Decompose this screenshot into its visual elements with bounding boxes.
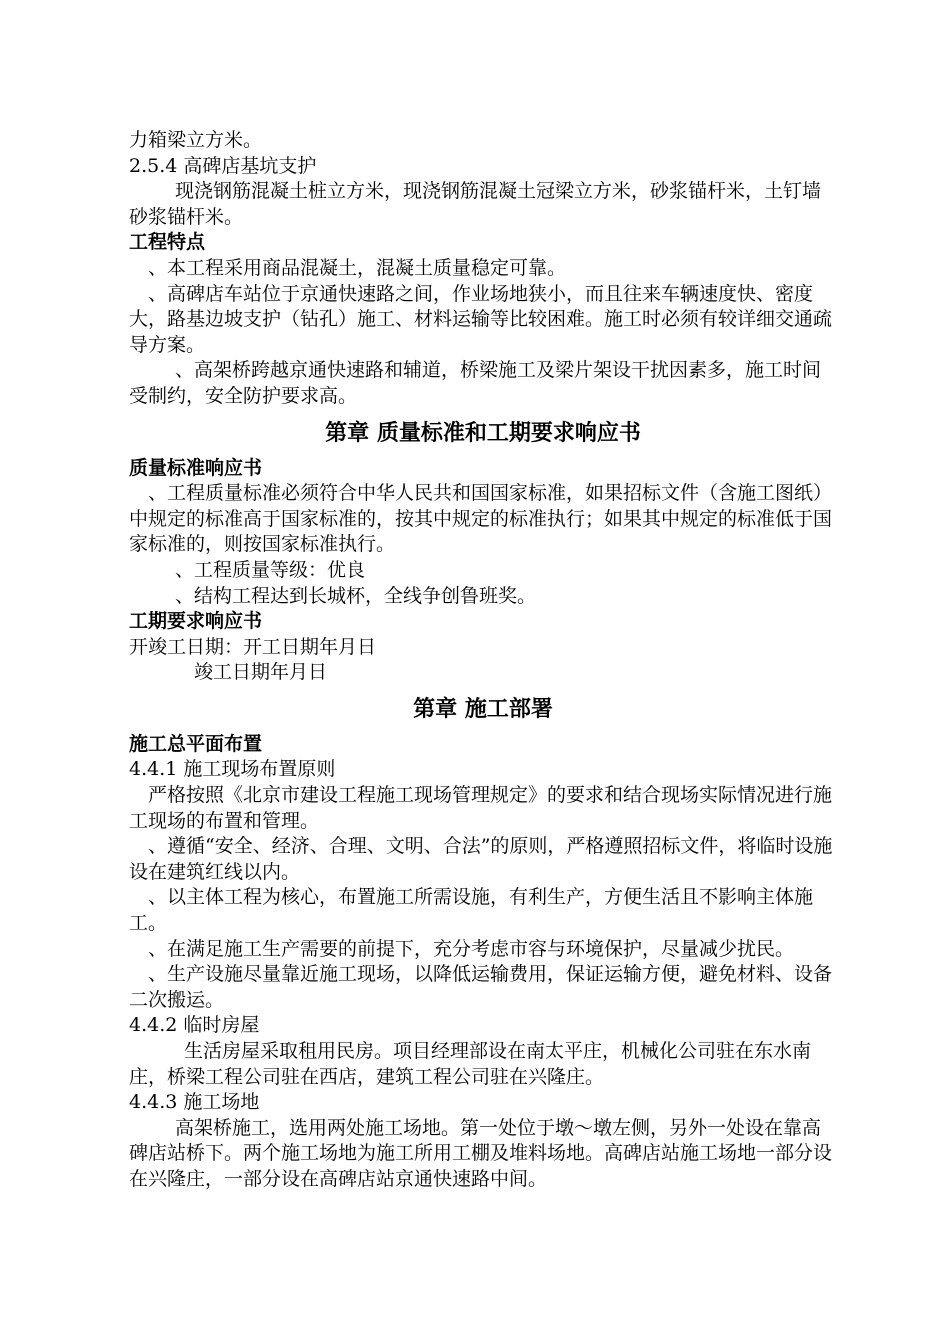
schedule-start-date: 开竣工日期：开工日期年月日 bbox=[129, 635, 377, 658]
document-page bbox=[129, 128, 837, 1193]
construction-site-paragraph: 高架桥施工，选用两处施工场地。第一处位于墩～墩左侧，另外一处设在靠高碑店站桥下。两个施工场地为施工所用工棚及堆料场地。高碑店站施工场地一部分设在兴隆庄，一部分设在高碑店站京通快速路中间。 bbox=[129, 1116, 833, 1190]
chapter-title-deployment: 第章 施工部署 bbox=[413, 696, 553, 722]
layout-principle-intro: 严格按照《北京市建设工程施工现场管理规定》的要求和结合现场实际情况进行施工现场的布置和管理。 bbox=[129, 784, 833, 832]
quality-item-2: 、工程质量等级：优良 bbox=[175, 558, 366, 581]
subsection-title-4-4-3: 4.4.3 施工场地 bbox=[129, 1091, 260, 1114]
section-heading-site-layout: 施工总平面布置 bbox=[129, 732, 263, 755]
layout-principle-2: 、以主体工程为核心，布置施工所需设施，有利生产，方便生活且不影响主体施工。 bbox=[129, 886, 814, 935]
subsection-title-4-4-1: 4.4.1 施工现场布置原则 bbox=[129, 758, 336, 781]
section-heading-quality-response: 质量标准响应书 bbox=[129, 456, 263, 479]
subsection-title-2-5-4: 2.5.4 高碑店基坑支护 bbox=[129, 154, 317, 177]
feature-item-1: 、本工程采用商品混凝土，混凝土质量稳定可靠。 bbox=[148, 256, 567, 279]
feature-item-3: 、高架桥跨越京通快速路和辅道，桥梁施工及梁片架设干扰因素多，施工时间受制约，安全防护要求高。 bbox=[129, 359, 822, 407]
layout-principle-4: 、生产设施尽量靠近施工现场，以降低运输费用，保证运输方便，避免材料、设备二次搬运。 bbox=[129, 963, 833, 1011]
chapter-title-quality: 第章 质量标准和工期要求响应书 bbox=[325, 420, 641, 446]
schedule-end-date: 竣工日期年月日 bbox=[194, 661, 328, 684]
section-heading-features: 工程特点 bbox=[129, 231, 206, 254]
quality-item-3: 、结构工程达到长城杯，全线争创鲁班奖。 bbox=[175, 584, 537, 607]
paragraph-continuation: 力箱梁立方米。 bbox=[129, 129, 263, 151]
feature-item-2: 、高碑店车站位于京通快速路之间，作业场地狭小，而且往来车辆速度快、密度大，路基边坡支护（钻孔）施工、材料运输等比较困难。施工时必须有较详细交通疏导方案。 bbox=[129, 282, 833, 356]
layout-principle-1: 、遵循“安全、经济、合理、文明、合法”的原则，严格遵照招标文件，将临时设施设在建筑红线以内。 bbox=[129, 835, 833, 883]
section-heading-schedule-response: 工期要求响应书 bbox=[129, 610, 263, 633]
subsection-title-4-4-2: 4.4.2 临时房屋 bbox=[129, 1014, 260, 1037]
paragraph-foundation-support: 现浇钢筋混凝土桩立方米，现浇钢筋混凝土冠梁立方米，砂浆锚杆米，土钉墙砂浆锚杆米。 bbox=[129, 180, 822, 228]
temporary-housing-paragraph: 生活房屋采取租用民房。项目经理部设在南太平庄，机械化公司驻在东水南庄，桥梁工程公司驻在西店，建筑工程公司驻在兴隆庄。 bbox=[129, 1040, 812, 1088]
quality-item-1: 、工程质量标准必须符合中华人民共和国国家标准，如果招标文件（含施工图纸）中规定的标准高于国家标准的，按其中规定的标准执行；如果其中规定的标准低于国家标准的，则按国家标准执行。 bbox=[129, 482, 833, 556]
layout-principle-3: 、在满足施工生产需要的前提下，充分考虑市容与环境保护，尽量减少扰民。 bbox=[148, 937, 795, 960]
